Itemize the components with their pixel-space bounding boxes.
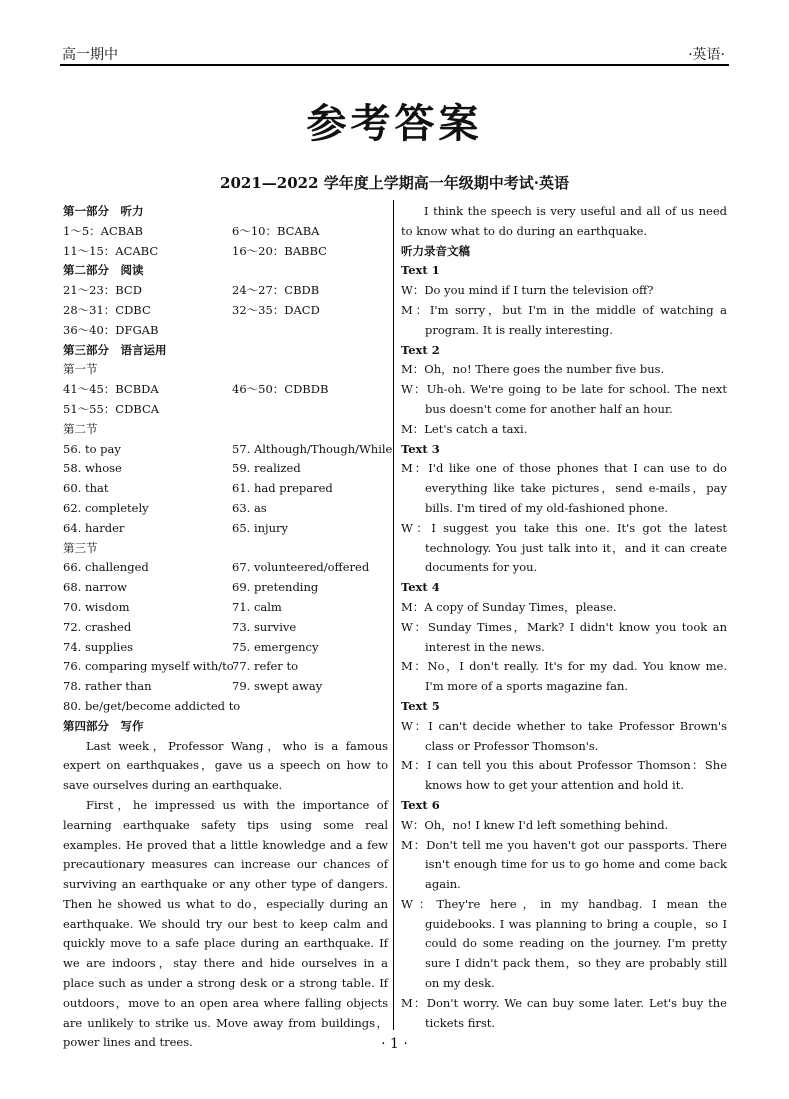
- answer-cell: 63. as: [232, 500, 267, 515]
- text-label: Text 5: [401, 698, 440, 713]
- answer-cell: 6～10：BCABA: [232, 223, 320, 238]
- answer-row: [63, 479, 388, 499]
- answer-cell: 46～50：CDBDB: [232, 382, 329, 397]
- answer-cell: 70. wisdom: [63, 599, 130, 614]
- answer-row: [63, 281, 388, 301]
- answer-cell: 78. rather than: [63, 679, 152, 694]
- dialogue-line: W：Sunday Times，Mark? I didn't know you took an interest in the news.: [401, 619, 727, 654]
- subsection-heading: 第三节: [63, 540, 98, 555]
- answer-cell: 21～23：BCD: [63, 283, 142, 298]
- answer-cell: 32～35：DACD: [232, 302, 320, 317]
- answer-row: [63, 301, 388, 321]
- subsection-heading: 第二节: [63, 421, 98, 436]
- answer-row: [63, 242, 388, 262]
- answer-cell: 76. comparing myself with/to: [63, 659, 234, 674]
- answer-row: [63, 598, 388, 618]
- answer-cell: 74. supplies: [63, 639, 134, 654]
- text-label: Text 4: [401, 580, 440, 595]
- essay-paragraph: First，he impressed us with the importance of learning earthquake safety tips using some real examples. He proved that a little knowledge and a few precautionary measures can increase our chances of surviving an earthquake or any other type of dangers. Then he showed us what to do，especially during an earthquake. We should try our best to keep calm and quickly move to a safe place during an earthquake. If we are indoors，stay there and hide ourselves in a place such as under a strong desk or a strong table. If outdoors，move to an open area where falling objects are unlikely to strike us. Move away from buildings，power lines and trees.: [63, 797, 388, 1050]
- exam-subtitle: 2021—2022 学年度上学期高一年级期中考试·英语: [220, 174, 569, 192]
- dialogue-line: W：Uh-oh. We're going to be late for school. The next bus doesn't come for another half an hour.: [401, 382, 727, 416]
- answer-row: [63, 499, 388, 519]
- dialogue-line: W：They're here，in my handbag. I mean the guidebooks. I was planning to bring a couple，so I could do some reading on the journey. I'm pretty sure I didn't pack them，so they are probably still on my desk.: [401, 896, 727, 991]
- answer-cell: 71. calm: [232, 599, 282, 614]
- dialogue-line: M：Oh，no! There goes the number five bus.: [401, 362, 665, 377]
- dialogue-line: M：I'm sorry，but I'm in the middle of watching a program. It is really interesting.: [401, 302, 727, 337]
- answer-cell: 11～15：ACABC: [63, 243, 159, 258]
- answer-cell: 56. to pay: [63, 441, 121, 456]
- answer-cell: 80. be/get/become addicted to: [63, 698, 241, 713]
- answer-cell: 67. volunteered/offered: [232, 560, 370, 575]
- essay-paragraph: I think the speech is very useful and all of us need to know what to do during an earthquake.: [401, 204, 727, 238]
- section-heading: 第三部分 语言运用: [63, 342, 167, 357]
- dialogue-line: M：I can tell you this about Professor Thomson：She knows how to get your attention and hold it.: [401, 758, 727, 793]
- answer-row: [63, 321, 388, 341]
- section-heading: 听力录音文稿: [401, 243, 470, 258]
- answer-row: [63, 400, 388, 420]
- answer-cell: 69. pretending: [232, 580, 319, 595]
- left-column: [63, 202, 393, 1053]
- page-number: · 1 ·: [381, 1036, 408, 1052]
- right-column: [401, 202, 727, 1033]
- text-label: Text 2: [401, 342, 440, 357]
- answer-cell: 60. that: [63, 481, 109, 496]
- dialogue-line: W：I suggest you take this one. It's got the latest technology. You just talk into it，and it can create documents for you.: [401, 520, 727, 575]
- dialogue-line: M：I'd like one of those phones that I can use to do everything like take pictures，send e-mails，pay bills. I'm tired of my old-fashioned phone.: [401, 461, 727, 515]
- text-label: Text 3: [401, 441, 440, 456]
- answer-cell: 62. completely: [63, 500, 149, 515]
- answer-cell: 72. crashed: [63, 619, 132, 634]
- answer-row: [63, 638, 388, 658]
- answer-row: [63, 677, 388, 697]
- header-rule: [60, 64, 729, 66]
- answer-cell: 75. emergency: [232, 639, 319, 654]
- answer-row: [63, 380, 388, 400]
- answer-cell: 28～31：CDBC: [63, 302, 151, 317]
- answer-row: [63, 440, 393, 460]
- dialogue-line: W：Do you mind if I turn the television off?: [401, 283, 654, 298]
- section-heading: 第一部分 听力: [63, 204, 144, 218]
- section-heading: 第四部分 写作: [63, 718, 144, 733]
- answer-row: [63, 459, 388, 479]
- answer-cell: 64. harder: [63, 520, 125, 535]
- answer-cell: 61. had prepared: [232, 481, 333, 496]
- dialogue-line: M：Don't tell me you haven't got our passports. There isn't enough time for us to go home and come back again.: [401, 837, 727, 892]
- answer-cell: 16～20：BABBC: [232, 243, 327, 258]
- answer-row: [63, 618, 388, 638]
- answer-cell: 59. realized: [232, 461, 301, 476]
- section-heading: 第二部分 阅读: [63, 263, 144, 278]
- answer-cell: 51～55：CDBCA: [63, 401, 160, 416]
- dialogue-line: M：Don't worry. We can buy some later. Let's buy the tickets first.: [401, 995, 727, 1030]
- answer-row: [63, 222, 388, 242]
- answer-row: [63, 578, 388, 598]
- essay-paragraph: Last week，Professor Wang，who is a famous expert on earthquakes，gave us a speech on how to save ourselves during an earthquake.: [63, 738, 388, 793]
- answer-cell: 73. survive: [232, 619, 297, 634]
- answer-row: [63, 558, 388, 578]
- dialogue-line: W：Oh，no! I knew I'd left something behind.: [401, 817, 669, 832]
- text-label: Text 6: [401, 797, 440, 812]
- dialogue-line: M：Let's catch a taxi.: [401, 421, 528, 436]
- dialogue-line: W：I can't decide whether to take Professor Brown's class or Professor Thomson's.: [401, 718, 727, 753]
- dialogue-line: M：No，I don't really. It's for my dad. You know me. I'm more of a sports magazine fan.: [401, 659, 727, 694]
- header-left: 高一期中: [62, 47, 118, 63]
- answer-cell: 41～45：BCBDA: [63, 382, 159, 397]
- text-label: Text 1: [401, 263, 440, 278]
- answer-cell: 66. challenged: [63, 560, 149, 575]
- answer-cell: 58. whose: [63, 461, 122, 476]
- answer-cell: 79. swept away: [232, 679, 323, 694]
- answer-cell: 1～5：ACBAB: [63, 223, 143, 238]
- column-divider: [393, 200, 394, 1030]
- answer-cell: 57. Although/Though/While: [232, 441, 393, 456]
- answer-cell: 68. narrow: [63, 580, 127, 595]
- answer-row: [63, 697, 388, 717]
- answer-cell: 24～27：CBDB: [232, 283, 320, 298]
- dialogue-line: M：A copy of Sunday Times，please.: [401, 599, 617, 614]
- answer-row: [63, 519, 388, 539]
- answer-row: [63, 657, 388, 677]
- answer-cell: 77. refer to: [232, 659, 299, 674]
- page-title: 参考答案: [306, 101, 483, 147]
- answer-cell: 65. injury: [232, 520, 288, 535]
- subsection-heading: 第一节: [63, 362, 98, 377]
- answer-cell: 36～40：DFGAB: [63, 322, 159, 337]
- header-right: ·英语·: [688, 47, 725, 63]
